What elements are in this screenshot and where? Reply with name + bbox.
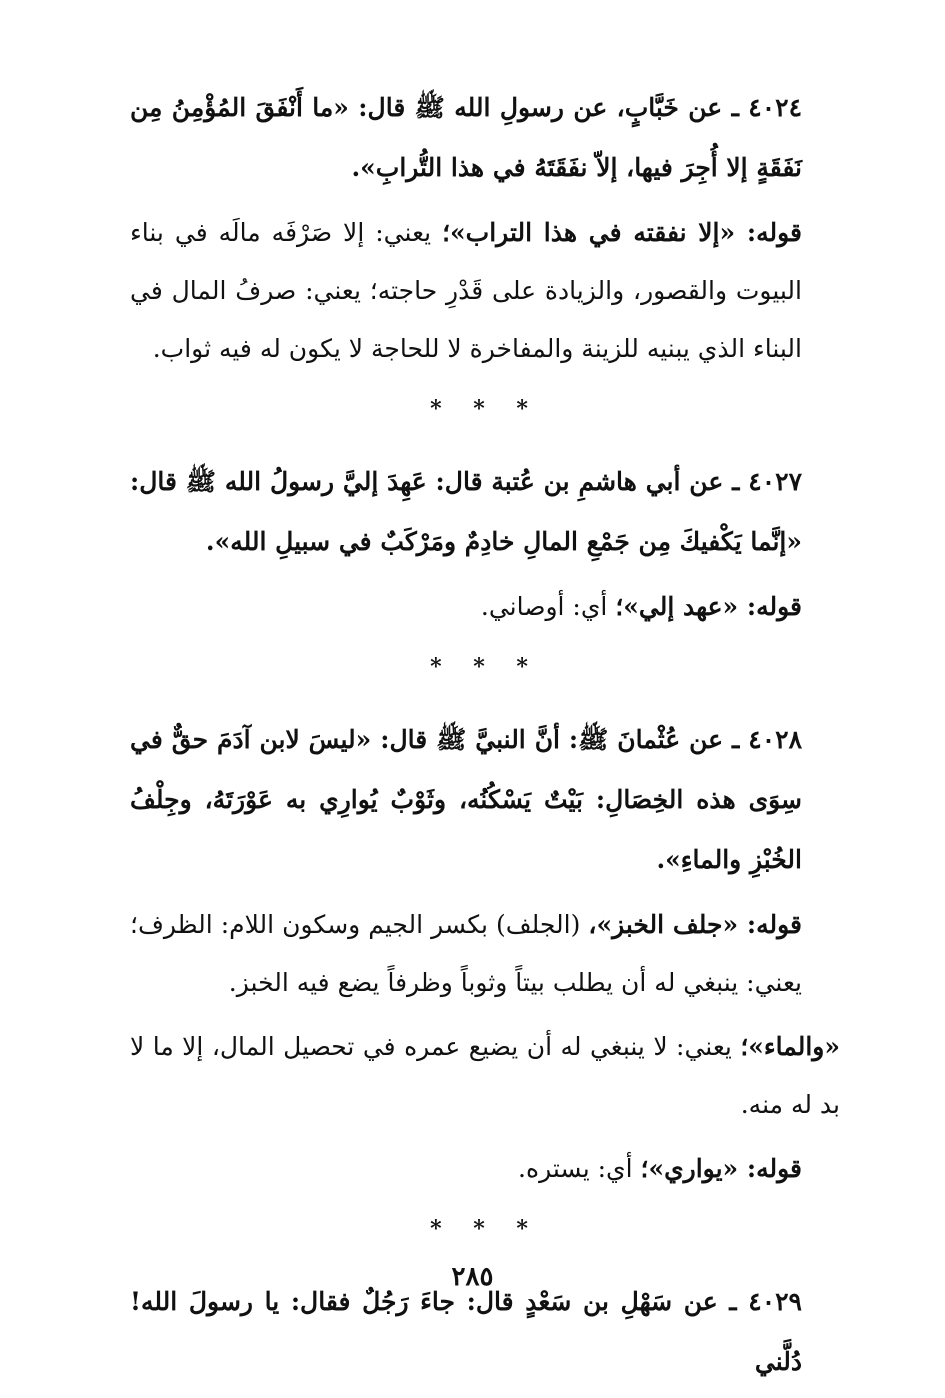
section-separator: * * *	[430, 654, 540, 680]
commentary-4028-b	[130, 1018, 840, 1134]
section-separator: * * *	[430, 396, 540, 422]
commentary-lead: قوله: «إلا نفقته في هذا التراب»؛	[442, 218, 803, 247]
commentary-4028-c	[130, 1140, 840, 1198]
hadith-text: عن عُثْمانَ ﷺ: أنَّ النبيَّ ﷺ قال: «ليسَ لابن آدَمَ حقٌّ في سِوَى هذه الخِصَالِ: بَيْتٌ يَسْكُنُه، وثَوْبٌ يُوارِي به عَوْرَتَهُ، وجِلْفُ الخُبْزِ والماءِ».	[130, 725, 802, 874]
commentary-text: يعني: لا ينبغي له أن يضيع عمره في تحصيل المال، إلا ما لا بد له منه.	[130, 1032, 840, 1119]
hadith-4024	[130, 78, 840, 198]
page-body	[130, 78, 840, 1398]
commentary-4028-a	[130, 896, 840, 1012]
commentary-4024	[130, 204, 840, 378]
hadith-4028	[130, 710, 840, 890]
page-number: ٢٨٥	[451, 1262, 494, 1292]
commentary-lead: «والماء»؛	[740, 1032, 840, 1061]
hadith-number: ٤٠٢٩ ـ	[729, 1287, 802, 1316]
commentary-lead: قوله: «يواري»؛	[640, 1154, 802, 1183]
hadith-4027	[130, 452, 840, 572]
commentary-lead: قوله: «جلف الخبز»،	[588, 910, 802, 939]
commentary-lead: قوله: «عهد إلي»؛	[615, 592, 802, 621]
commentary-text: أي: يستره.	[518, 1154, 641, 1183]
hadith-number: ٤٠٢٨ ـ	[732, 725, 802, 754]
commentary-text: يعني: إلا صَرْفَه مالَه في بناء البيوت والقصور، والزيادة على قَدْرِ حاجته؛ يعني: صرفُ المال في البناء الذي يبنيه للزينة والمفاخرة لا للحاجة لا يكون له فيه ثواب.	[130, 218, 802, 363]
commentary-text: (الجلف) بكسر الجيم وسكون اللام: الظرف؛ يعني: ينبغي له أن يطلب بيتاً وثوباً وظرفاً يضع فيه الخبز.	[130, 910, 802, 997]
hadith-number: ٤٠٢٤ ـ	[731, 93, 802, 122]
section-separator: * * *	[430, 1216, 540, 1242]
hadith-text: عن سَهْلِ بن سَعْدٍ قال: جاءَ رَجُلٌ فقال: يا رسولَ الله! دُلَّني	[130, 1287, 802, 1376]
commentary-text: أي: أوصاني.	[480, 592, 616, 621]
hadith-text: عن خَبَّابٍ، عن رسولِ الله ﷺ قال: «ما أَنْفَقَ المُؤْمِنُ مِن نَفَقَةٍ إلا أُجِرَ فيها، إلاّ نفَقَتَهُ في هذا التُّرابِ».	[130, 93, 802, 182]
hadith-number: ٤٠٢٧ ـ	[732, 467, 803, 496]
commentary-4027	[130, 578, 840, 636]
hadith-text: عن أبي هاشمِ بن عُتبة قال: عَهِدَ إليَّ رسولُ الله ﷺ قال: «إنَّما يَكْفيكَ مِن جَمْعِ المالِ خادِمٌ ومَرْكَبٌ في سبيلِ الله».	[130, 467, 802, 556]
